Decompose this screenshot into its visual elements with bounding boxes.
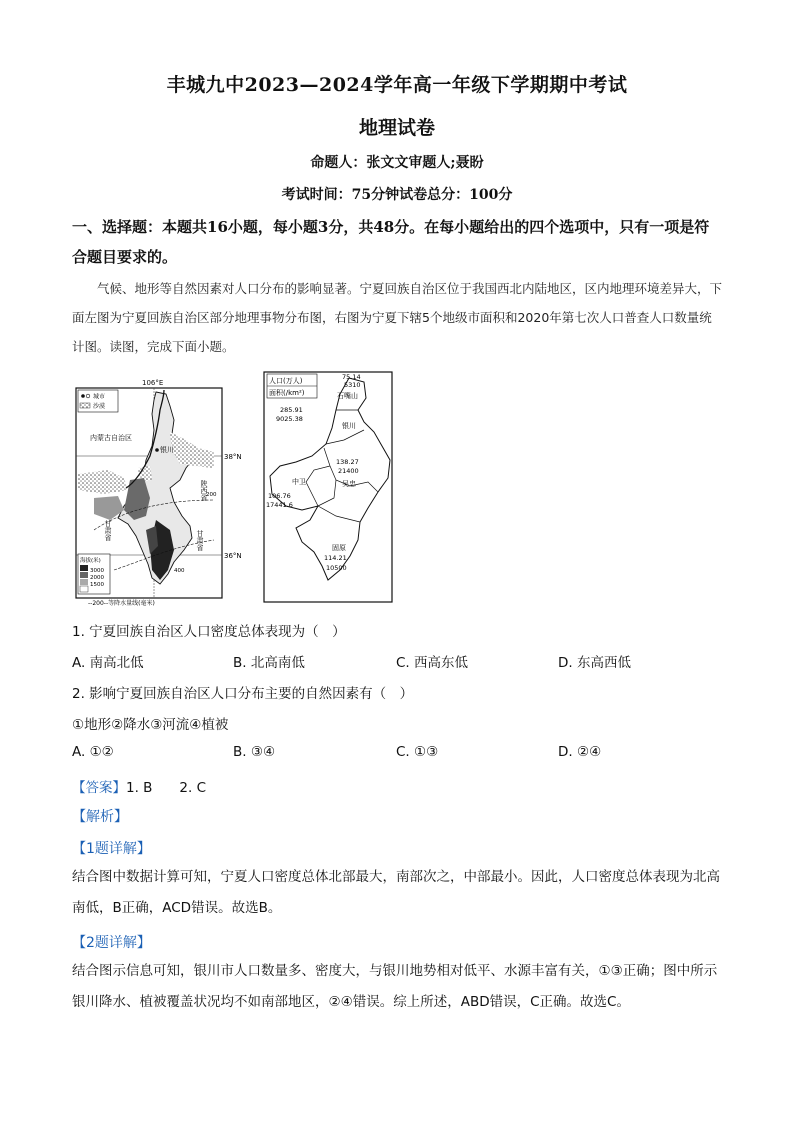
guyuan-area: 10500 xyxy=(326,564,347,572)
right-map xyxy=(264,372,392,602)
isohyet-legend-label: --200--等降水量线(毫米) xyxy=(88,600,155,606)
longitude-label: 106°E xyxy=(142,379,164,387)
subject-title: 地理试卷 xyxy=(358,117,435,139)
q1-option-b[interactable]: B. 北高南低 xyxy=(233,655,305,671)
answer-tag: 【答案】 xyxy=(72,780,126,796)
map-figures xyxy=(74,370,394,606)
yinchuan-population: 285.91 xyxy=(280,406,303,414)
label-38n: 38°N xyxy=(224,453,242,461)
q1-option-a[interactable]: A. 南高北低 xyxy=(72,655,144,671)
label-yinchuan: 银川 xyxy=(160,446,174,454)
label-shaanxi: 陕西省 xyxy=(200,480,208,501)
legend-population: 人口(万人) xyxy=(269,377,303,385)
yinchuan-marker-icon xyxy=(155,448,159,452)
left-map xyxy=(76,379,242,606)
desert-swatch-icon xyxy=(80,403,90,408)
question-2-items: ①地形②降水③河流④植被 xyxy=(72,717,229,733)
zhongwei-population: 106.76 xyxy=(268,492,291,500)
isohyet-value: 400 xyxy=(174,568,185,574)
exam-info-line: 考试时间：75分钟试卷总分：100分 xyxy=(281,187,513,203)
wuzhong-area: 21400 xyxy=(338,467,359,475)
q1-detail-text: 结合图中数据计算可知，宁夏人口密度总体北部最大，南部次之，中部最小。因此，人口密度总体表现为北高南低，B正确，ACD错误。故选B。 xyxy=(72,869,720,916)
shizuishan-area: 5310 xyxy=(344,381,361,389)
q2-option-c[interactable]: C. ①③ xyxy=(396,744,439,760)
elevation-level: 1500 xyxy=(90,582,104,588)
yinchuan-area: 9025.38 xyxy=(276,415,303,423)
q2-detail-text: 结合图示信息可知，银川市人口数量多、密度大，与银川地势相对低平、水源丰富有关，①③正确；图中所示银川降水、植被覆盖状况均不如南部地区，②④错误。综上所述，ABD错误，C正确。故选C。 xyxy=(72,963,718,1010)
q1-detail-tag: 【1题详解】 xyxy=(72,841,151,857)
label-36n: 36°N xyxy=(224,552,242,560)
q2-option-b[interactable]: B. ③④ xyxy=(233,744,276,760)
answer-line xyxy=(72,776,206,796)
city-name-guyuan: 固原 xyxy=(332,544,346,552)
legend-area: 面积(/km²) xyxy=(269,389,305,397)
label-gansu-left: 甘肃省 xyxy=(104,520,112,541)
city-name-zhongwei: 中卫 xyxy=(292,478,306,486)
elevation-title: 海拔(米) xyxy=(80,558,101,564)
shizuishan-population: 75.14 xyxy=(342,373,361,381)
question-2-stem: 2. 影响宁夏回族自治区人口分布主要的自然因素有（ ） xyxy=(72,686,414,702)
question-passage: 气候、地形等自然因素对人口分布的影响显著。宁夏回族自治区位于我国西北内陆地区，区内地理环境差异大，下面左图为宁夏回族自治区部分地理事物分布图，右图为宁夏下辖5个地级市面积和2020年第七次人口普查人口数量统计图。读图，完成下面小题。 xyxy=(72,281,723,354)
q2-option-a[interactable]: A. ①② xyxy=(72,744,114,760)
legend-desert: 沙漠 xyxy=(93,403,106,410)
isohyet-value: 200 xyxy=(206,492,217,498)
city-name-wuzhong: 吴忠 xyxy=(342,480,356,488)
answer-text: 1. B 2. C xyxy=(126,780,207,796)
analysis-tag: 【解析】 xyxy=(72,809,128,825)
label-inner-mongolia: 内蒙古自治区 xyxy=(90,434,132,442)
map-figure-svg xyxy=(74,370,394,606)
city-name-yinchuan: 银川 xyxy=(342,422,356,430)
city-name-shizuishan: 石嘴山 xyxy=(337,392,358,400)
q2-option-d[interactable]: D. ②④ xyxy=(558,744,602,760)
q1-option-c[interactable]: C. 西高东低 xyxy=(396,655,469,671)
zhongwei-area: 17441.6 xyxy=(266,501,293,509)
guyuan-population: 114.21 xyxy=(324,554,347,562)
section-heading: 一、选择题：本题共16小题，每小题3分，共48分。在每小题给出的四个选项中，只有一项是符合题目要求的。 xyxy=(72,218,710,266)
authors-line: 命题人：张文文审题人;聂盼 xyxy=(310,155,484,171)
question-1-stem: 1. 宁夏回族自治区人口密度总体表现为（ ） xyxy=(72,624,346,640)
q2-detail-tag: 【2题详解】 xyxy=(72,935,151,951)
city-marker-icon xyxy=(81,394,85,398)
label-gansu-right: 甘肃省 xyxy=(196,530,204,551)
elevation-level: 2000 xyxy=(90,575,104,581)
exam-title: 丰城九中2023—2024学年高一年级下学期期中考试 xyxy=(166,74,628,96)
elevation-level: 3000 xyxy=(90,568,104,574)
q1-option-d[interactable]: D. 东高西低 xyxy=(558,655,631,671)
wuzhong-population: 138.27 xyxy=(336,458,359,466)
legend-city: 城市 xyxy=(93,393,106,401)
